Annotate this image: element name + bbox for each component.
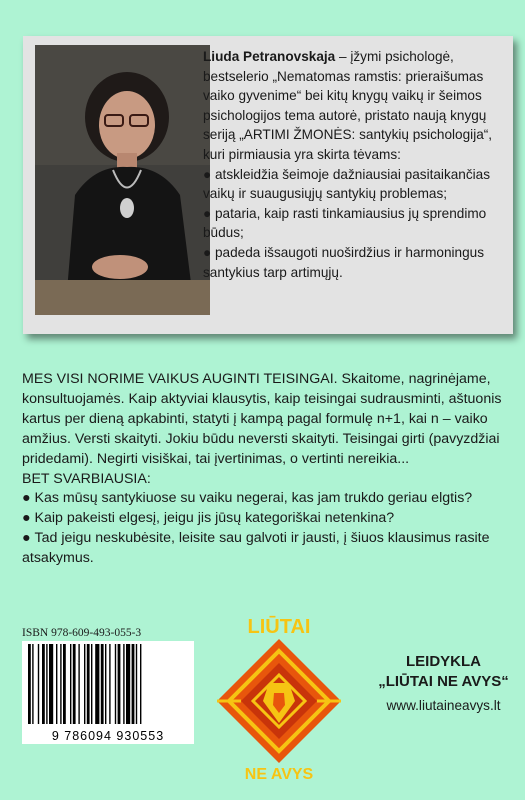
barcode-graphic: [22, 641, 194, 744]
blurb-paragraph: MES VISI NORIME VAIKUS AUGINTI TEISINGAI. Skaitome, nagrinėjame, konsultuojamės. Kaip aktyviai klausytis, kaip teisingai sudrausminti, aštuonis kartus per dieną apkabinti, statyti į kampą pagal formulę n+1, kai n – vaiko amžius. Versti skaityti. Jokiu būdu neversti skaityti. Teisingai girti (pavyzdžiai pridedami). Negirti visiškai, tai įvertinimas, o vertinti nereikia...: [22, 371, 502, 467]
logo-bottom-text: NE AVYS: [244, 766, 314, 783]
author-bullet: ● padeda išsaugoti nuoširdžius ir harmoningus santykius tarp artimųjų.: [203, 243, 506, 282]
publisher-website: www.liutaineavys.lt: [386, 698, 501, 713]
author-name: Liuda Petranovskaja: [203, 49, 336, 64]
blurb-bullet-list: [22, 489, 507, 569]
author-bullet: ● pataria, kaip rasti tinkamiausius jų sprendimo būdus;: [203, 204, 506, 243]
blurb: [22, 370, 507, 569]
blurb-bullet: ● Kas mūsų santykiuose su vaiku negerai, kas jam trukdo geriau elgtis?: [22, 489, 507, 509]
author-intro: [203, 47, 506, 165]
isbn-label: ISBN 978-609-493-055-3: [22, 627, 142, 639]
publisher-logo: [212, 613, 347, 783]
author-intro-text: – įžymi psichologė, bestselerio „Nematomas ramstis: prieraišumas vaiko gyvenime“ bei kitų knygų vaikų ir šeimos psichologijos tema autorė, pristato naują knygų seriją „ARTIMI ŽMONĖS: santykių psichologija“, kuri pirmiausia yra skirta tėvams:: [203, 49, 493, 162]
author-bullet: ● atskleidžia šeimoje dažniausiai pasitaikančias vaikų ir suaugusiųjų santykių problemas;: [203, 165, 506, 204]
barcode: [22, 641, 194, 744]
barcode-digits: 9 786094 930553: [51, 729, 165, 743]
blurb-heading: BET SVARBIAUSIA:: [22, 470, 151, 487]
publisher-name-line1: LEIDYKLA: [406, 653, 481, 670]
author-card: [23, 36, 513, 334]
publisher-info: [366, 652, 521, 717]
blurb-bullet: ● Kaip pakeisti elgesį, jeigu jis jūsų kategoriškai netenkina?: [22, 509, 507, 529]
blurb-bullet: ● Tad jeigu neskubėsite, leisite sau galvoti ir jausti, į šiuos klausimus rasite atsakymus.: [22, 529, 507, 569]
author-bullet-list: [203, 165, 506, 283]
publisher-name-line2: „LIŪTAI NE AVYS“: [378, 673, 509, 690]
logo-top-text: LIŪTAI: [247, 616, 311, 638]
author-bio: [203, 47, 506, 282]
author-photo: [35, 45, 210, 315]
